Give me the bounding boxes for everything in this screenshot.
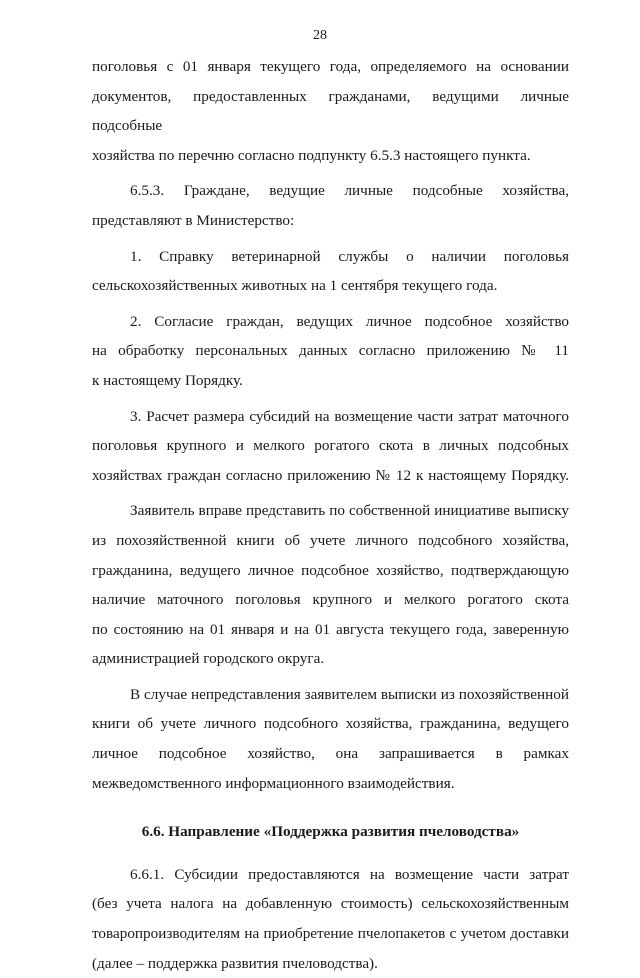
text-line: по состоянию на 01 января и на 01 августа текущего года, заверенную <box>92 620 569 638</box>
text-line: межведомственного информационного взаимодействия. <box>92 774 455 792</box>
text-line: 6.5.3. Граждане, ведущие личные подсобные хозяйства, <box>130 182 569 200</box>
text-line: из похозяйственной книги об учете личного подсобного хозяйства, <box>92 531 569 549</box>
list-item-3 <box>92 402 569 491</box>
text-line: документов, предоставленных гражданами, ведущими личные подсобные <box>92 87 569 135</box>
text-line: на обработку персональных данных согласно приложению № 11 <box>92 342 569 360</box>
text-line: администрацией городского округа. <box>92 650 325 668</box>
paragraph-livestock-count <box>92 52 569 170</box>
text-line: (без учета налога на добавленную стоимость) сельскохозяйственным <box>92 895 569 913</box>
text-line: гражданина, ведущего личное подсобное хозяйство, подтверждающую <box>92 561 569 579</box>
paragraph-applicant-right <box>92 496 569 674</box>
text-line: сельскохозяйственных животных на 1 сентября текущего года. <box>92 277 498 295</box>
text-line: (далее – поддержка развития пчеловодства). <box>92 954 378 972</box>
text-line: товаропроизводителям на приобретение пчелопакетов с учетом доставки <box>92 925 569 943</box>
text-line: представляют в Министерство: <box>92 211 295 229</box>
text-line: 3. Расчет размера субсидий на возмещение части затрат маточного <box>130 407 569 425</box>
paragraph-non-submission <box>92 680 569 798</box>
page-number: 28 <box>313 28 327 43</box>
text-line: Заявитель вправе представить по собственной инициативе выписку <box>130 502 569 520</box>
text-line: личное подсобное хозяйство, она запрашивается в рамках <box>92 745 569 763</box>
text-line: 6.6.1. Субсидии предоставляются на возмещение части затрат <box>130 865 569 883</box>
text-line: книги об учете личного подсобного хозяйства, гражданина, ведущего <box>92 715 569 733</box>
text-line: поголовья с 01 января текущего года, определяемого на основании <box>92 58 569 75</box>
text-line: хозяйства по перечню согласно подпункту 6.5.3 настоящего пункта. <box>92 146 531 164</box>
text-line: В случае непредставления заявителем выписки из похозяйственной <box>130 685 569 703</box>
text-line: наличие маточного поголовья крупного и мелкого рогатого скота <box>92 591 569 609</box>
paragraph-6-5-3 <box>92 176 569 235</box>
text-line: к настоящему Порядку. <box>92 371 243 389</box>
list-item-2 <box>92 307 569 396</box>
text-line: хозяйствах граждан согласно приложению № 12 к настоящему Порядку. <box>92 466 569 484</box>
list-item-1 <box>92 242 569 301</box>
document-body <box>92 52 569 978</box>
text-line: поголовья крупного и мелкого рогатого скота в личных подсобных <box>92 437 569 455</box>
text-line: 2. Согласие граждан, ведущих личное подсобное хозяйство <box>130 312 569 330</box>
text-line: 1. Справку ветеринарной службы о наличии поголовья <box>130 247 569 265</box>
section-heading-6-6: 6.6. Направление «Поддержка развития пчеловодства» <box>141 823 520 841</box>
paragraph-6-6-1 <box>92 860 569 978</box>
